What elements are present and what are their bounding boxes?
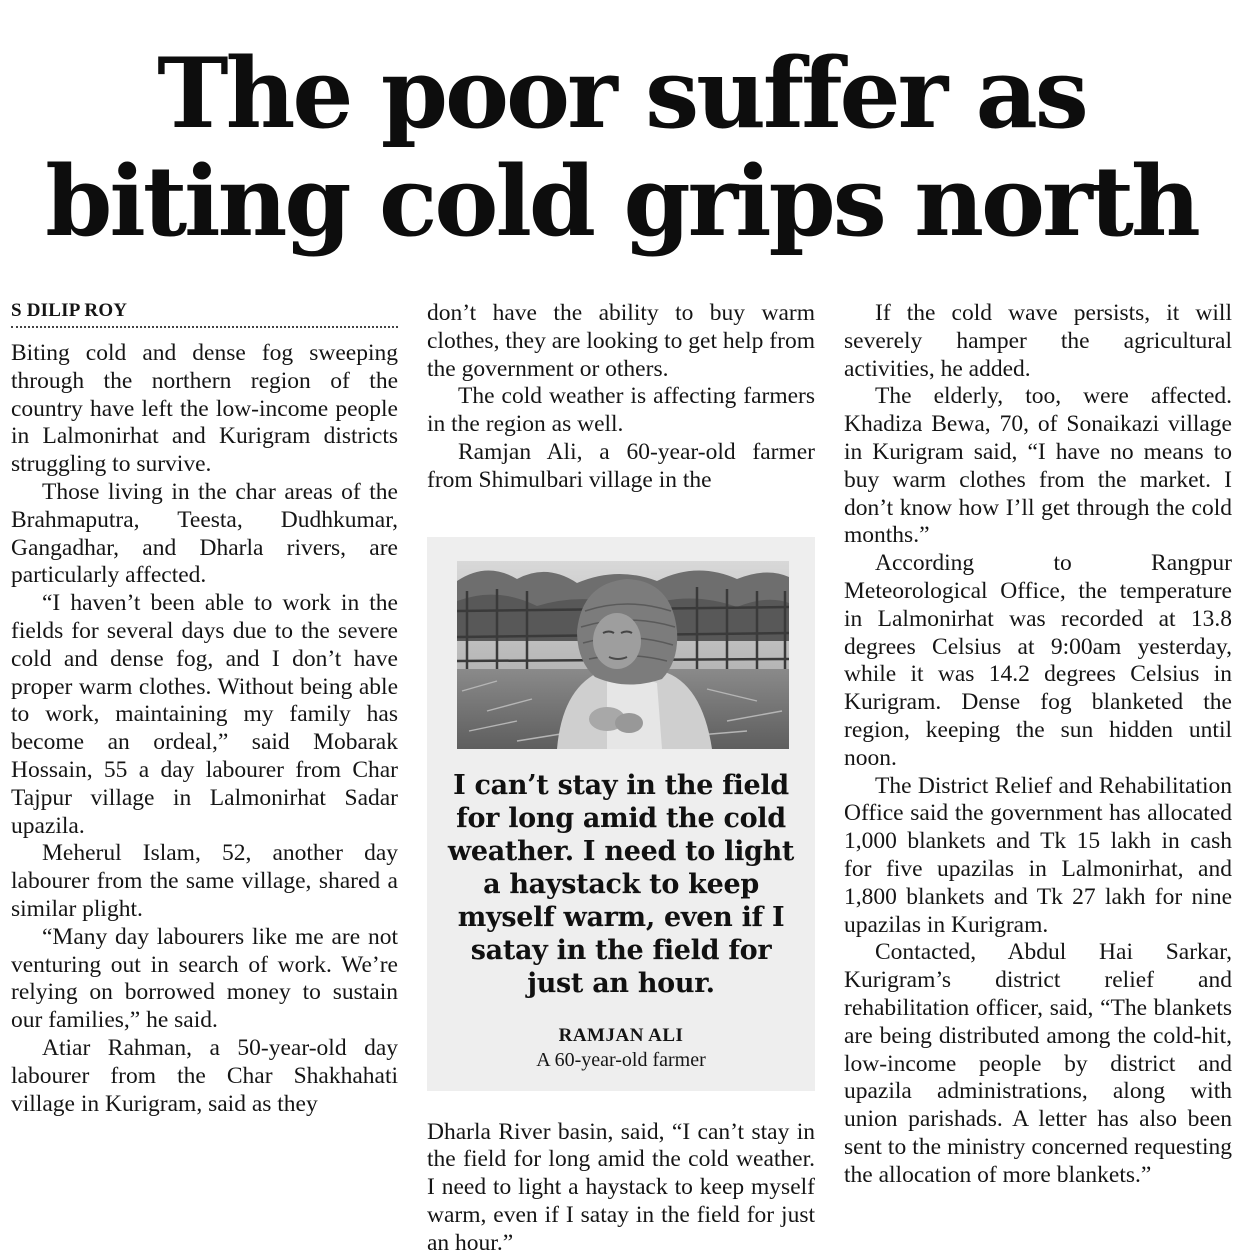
headline: The poor suffer as biting cold grips north	[45, 37, 1198, 258]
paragraph: Dharla River basin, said, “I can’t stay in the field for long amid the cold weather. I need to light a haystack to keep myself warm, even if I satay in the field for just an hour.”	[427, 1118, 815, 1256]
paragraph: don’t have the ability to buy warm clothes, they are looking to get help from the government or others.	[427, 300, 815, 382]
farmer-photo	[457, 561, 789, 749]
paragraph: The elderly, too, were affected. Khadiza Bewa, 70, of Sonaikazi village in Kurigram said, “I have no means to buy warm clothes from the market. I don’t know how I’ll get through the cold months.”	[844, 383, 1232, 549]
paragraph: The District Relief and Rehabilitation Office said the government has allocated 1,000 blankets and Tk 15 lakh in cash for five upazilas in Lalmonirhat, and 1,800 blankets and Tk 27 lakh for nine upazilas in Kurigram.	[844, 772, 1232, 938]
paragraph: According to Rangpur Meteorological Office, the temperature in Lalmonirhat was recorded at 13.8 degrees Celsius at 9:00am yesterday, while it was 14.2 degrees Celsius in Kurigram. Dense fog blanketed the region, keeping the sun hidden until noon.	[844, 550, 1232, 771]
paragraph: Biting cold and dense fog sweeping through the northern region of the country have left the low-income people in Lalmonirhat and Kurigram districts struggling to survive.	[11, 340, 398, 478]
paragraph: Meherul Islam, 52, another day labourer from the same village, shared a similar plight.	[11, 840, 398, 922]
pull-quote-text: I can’t stay in the field for long amid the cold weather. I need to light a haystack to keep myself warm, even if I satay in the field for just an hour.	[447, 769, 795, 999]
byline: S DILIP ROY	[11, 300, 128, 321]
paragraph: If the cold wave persists, it will severely hamper the agricultural activities, he added.	[844, 300, 1232, 382]
pull-quote-name: RAMJAN ALI	[558, 1024, 684, 1046]
article-column-3	[844, 300, 1232, 1190]
farmer-photo-illustration	[457, 561, 789, 749]
paragraph: “I haven’t been able to work in the fields for several days due to the severe cold and dense fog, and I don’t have proper warm clothes. Without being able to work, maintaining my family has become an ordeal,” said Mobarak Hossain, 55 a day labourer from Char Tajpur village in Lalmonirhat Sadar upazila.	[11, 590, 398, 839]
paragraph: Atiar Rahman, a 50-year-old day labourer from the Char Shakhahati village in Kurigram, said as they	[11, 1034, 398, 1117]
pull-quote-role: A 60-year-old farmer	[536, 1048, 706, 1071]
paragraph: “Many day labourers like me are not venturing out in search of work. We’re relying on borrowed money to sustain our families,” he said.	[11, 923, 398, 1034]
paragraph: The cold weather is affecting farmers in the region as well.	[427, 383, 815, 438]
paragraph: Ramjan Ali, a 60-year-old farmer from Shimulbari village in the	[427, 438, 815, 493]
paragraph: Contacted, Abdul Hai Sarkar, Kurigram’s district relief and rehabilitation officer, said, “The blankets are being distributed among the cold-hit, low-income people by district and upazila administrations, along with union parishads. A letter has also been sent to the ministry concerned requesting the allocation of more blankets.”	[844, 939, 1232, 1188]
byline-divider	[11, 326, 398, 328]
pull-quote-box	[427, 537, 815, 1091]
paragraph: Those living in the char areas of the Brahmaputra, Teesta, Dudhkumar, Gangadhar, and Dharla rivers, are particularly affected.	[11, 478, 398, 589]
article-column-2	[427, 300, 815, 1258]
article-column-1	[11, 300, 398, 1118]
